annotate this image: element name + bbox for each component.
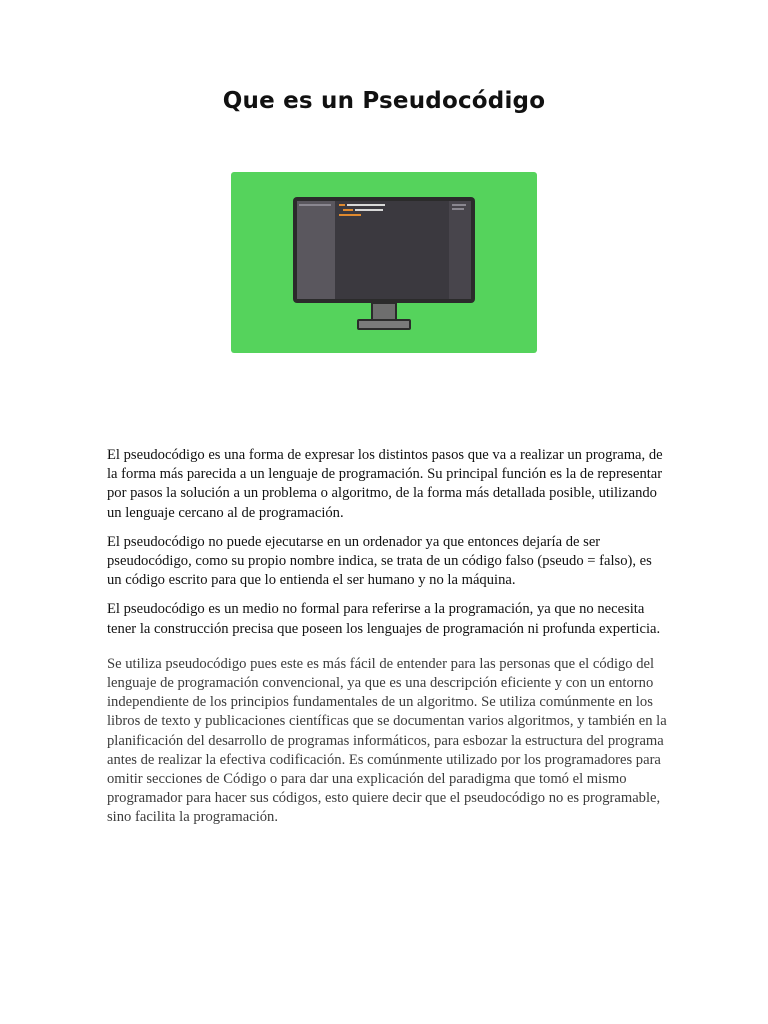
paragraph-informal: El pseudocódigo es un medio no formal para referirse a la programación, ya que no necesita tener la construcción precisa que poseen los lenguajes de programación ni profunda experticia.	[107, 601, 661, 637]
computer-monitor-icon	[231, 172, 537, 353]
monitor-illustration	[231, 172, 537, 353]
document-body	[107, 446, 667, 838]
paragraph-not-executable: El pseudocódigo no puede ejecutarse en un ordenador ya que entonces dejaría de ser pseudocódigo, como su propio nombre indica, se trata de un código falso (pseudo = falso), es un código escrito para que lo entienda el ser humano y no la máquina.	[107, 533, 652, 589]
paragraph-definition: El pseudocódigo es una forma de expresar los distintos pasos que va a realizar un programa, de la forma más parecida a un lenguaje de programación. Su principal función es la de representar por pasos la solución a un problema o algoritmo, de la forma más detallada posible, utilizando un lenguaje cercano al de programación.	[107, 447, 663, 521]
page-title: Que es un Pseudocódigo	[222, 88, 546, 114]
paragraph-usage: Se utiliza pseudocódigo pues este es más fácil de entender para las personas que el código del lenguaje de programación convencional, ya que es una descripción eficiente y con un entorno independiente de los principios fundamentales de un algoritmo. Se utiliza comúnmente en los libros de texto y publicaciones científicas que se documentan varios algoritmos, y también en la planificación del desarrollo de programas informáticos, para esbozar la estructura del programa antes de realizar la efectiva codificación. Es comúnmente utilizado por los programadores para omitir secciones de Código o para dar una explicación del paradigma que tomó el mismo programador para hacer sus códigos, esto quiere decir que el pseudocódigo no es programable, sino facilita la programación.	[107, 655, 667, 826]
